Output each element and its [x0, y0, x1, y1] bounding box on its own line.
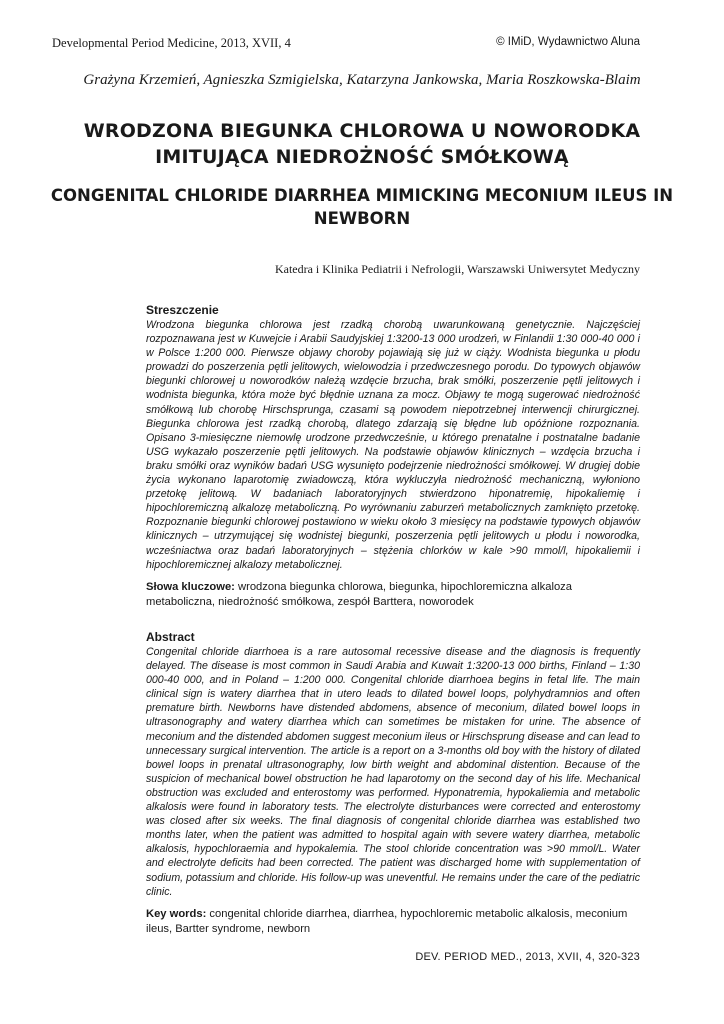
slowa-kluczowe-section — [146, 580, 640, 610]
streszczenie-section — [146, 303, 640, 572]
streszczenie-heading: Streszczenie — [146, 303, 219, 317]
key-words-text: congenital chloride diarrhea, diarrhea, hypochloremic metabolic alkalosis, meconium ileus, Bartter syndrome, newborn — [146, 908, 628, 935]
author-list: Grażyna Krzemień, Agnieszka Szmigielska, Katarzyna Jankowska, Maria Roszkowska-Blaim — [83, 72, 641, 88]
title-english: CONGENITAL CHLORIDE DIARRHEA MIMICKING MECONIUM ILEUS IN NEWBORN — [50, 186, 674, 228]
slowa-kluczowe-text: wrodzona biegunka chlorowa, biegunka, hipochloremiczna alkaloza metaboliczna, niedrożność smółkowa, zespół Barttera, noworodek — [146, 581, 572, 608]
journal-name: Developmental Period Medicine, 2013, XVII, 4 — [52, 36, 291, 50]
key-words-paragraph — [146, 907, 640, 937]
abstract-heading: Abstract — [146, 630, 195, 644]
key-words-section — [146, 907, 640, 937]
slowa-kluczowe-label: Słowa kluczowe: — [146, 581, 235, 593]
streszczenie-text: Wrodzona biegunka chlorowa jest rzadką chorobą uwarunkowaną genetycznie. Najczęściej rozpoznawana jest w Kuwejcie i Arabii Saudyjskiej 1:3200-13 000 urodzeń, w Finlandii 1:30 000-40 000 i w Polsce 1:200 000. Pierwsze objawy choroby pojawiają się już w ciąży. Wodnista biegunka u płodu prowadzi do poszerzenia pętli jelitowych, wielowodzia i przedwczesnego porodu. Do typowych objawów biegunki chlorowej u noworodków należą wzdęcie brzucha, brak smółki, poszerzenie pętli jelitowych i wodnista biegunka, która może być błędnie uznana za mocz. Objawy te mogą sugerować niedrożność smółkową lub chorobę Hirschsprunga, czasami są powodem niepotrzebnej interwencji chirurgicznej. Biegunka chlorowa jest rzadką chorobą, dlatego zdarzają się błędne lub opóźnione rozpoznania. Opisano 3-miesięczne niemowlę urodzone przedwcześnie, u którego prenatalne i postnatalne badanie USG wykazało poszerzenie pętli jelitowych. Na podstawie objawów klinicznych – wzdęcia brzucha i braku smółki oraz wyników badań USG wysunięto podejrzenie niedrożności smółkowej. W drugiej dobie życia wykonano laparotomię zwiadowczą, która wykluczyła niedrożność mechaniczną, wyłoniono przetokę jelitową. W badaniach laboratoryjnych stwierdzono hiponatremię, hipokaliemię i hipochloremiczną alkalozę metaboliczną. Po wyrównaniu zaburzeń metabolicznych zamknięto przetokę. Rozpoznanie biegunki chlorowej postawiono w wieku około 3 miesięcy na podstawie typowych objawów klinicznych – utrzymującej się wodnistej biegunki, poszerzenia pętli jelitowych u płodu i noworodka, wcześniactwa oraz badań laboratoryjnych – stężenia chlorków w kale >90 mmol/l, hipokaliemii i hipochloremicznej alkalozy metabolicznej. — [146, 319, 640, 571]
title-polish: WRODZONA BIEGUNKA CHLOROWA U NOWORODKA IMITUJĄCA NIEDROŻNOŚĆ SMÓŁKOWĄ — [83, 120, 641, 168]
copyright-notice: © IMiD, Wydawnictwo Aluna — [496, 36, 640, 48]
slowa-kluczowe-paragraph — [146, 580, 640, 610]
citation-footer: DEV. PERIOD MED., 2013, XVII, 4, 320-323 — [415, 951, 640, 963]
key-words-label: Key words: — [146, 908, 207, 920]
abstract-text: Congenital chloride diarrhoea is a rare autosomal recessive disease and the diagnosis is frequently delayed. The disease is most common in Saudi Arabia and Kuwait 1:3200-13 000 births, Finland – 1:30 000-40 000, and in Poland – 1:200 000. Congenital chloride diarrhoea begins in fetal life. The main clinical sign is watery diarrhea that in utero leads to dilated bowel loops, polyhydramnios and often premature birth. Newborns have distended abdomens, absence of meconium, dilated bowel loops in ultrasonography and watery diarrhea which can sometimes be mistaken for urine. The absence of meconium and the distended abdomen suggest meconium ileus or Hirschsprung disease and can lead to unnecessary surgical intervention. The article is a report on a 3-months old boy with the history of dilated bowel loops in prenatal ultrasonography, low birth weight and abdominal distention. Because of the suspicion of mechanical bowel obstruction he had laparotomy on the second day of his life. Mechanical obstruction was excluded and enterostomy was performed. Hyponatremia, hypokaliemia and metabolic alkalosis were found in laboratory tests. The electrolyte disturbances were corrected and enterostomy was closed after six weeks. The final diagnosis of congenital chloride diarrhea was established two months later, when the patient was admitted to hospital again with severe watery diarrhea, metabolic alkalosis, hypochloraemia and hypokalemia. The stool chloride concentration was >90 mmol/L. Water and electrolyte deficits had been corrected. The patient was discharged home with supplementation of sodium, potassium and chloride. His follow-up was uneventful. He remains under the care of the pediatric clinic. — [146, 646, 640, 898]
affiliation: Katedra i Klinika Pediatrii i Nefrologii, Warszawski Uniwersytet Medyczny — [274, 262, 640, 276]
abstract-section — [146, 630, 640, 899]
